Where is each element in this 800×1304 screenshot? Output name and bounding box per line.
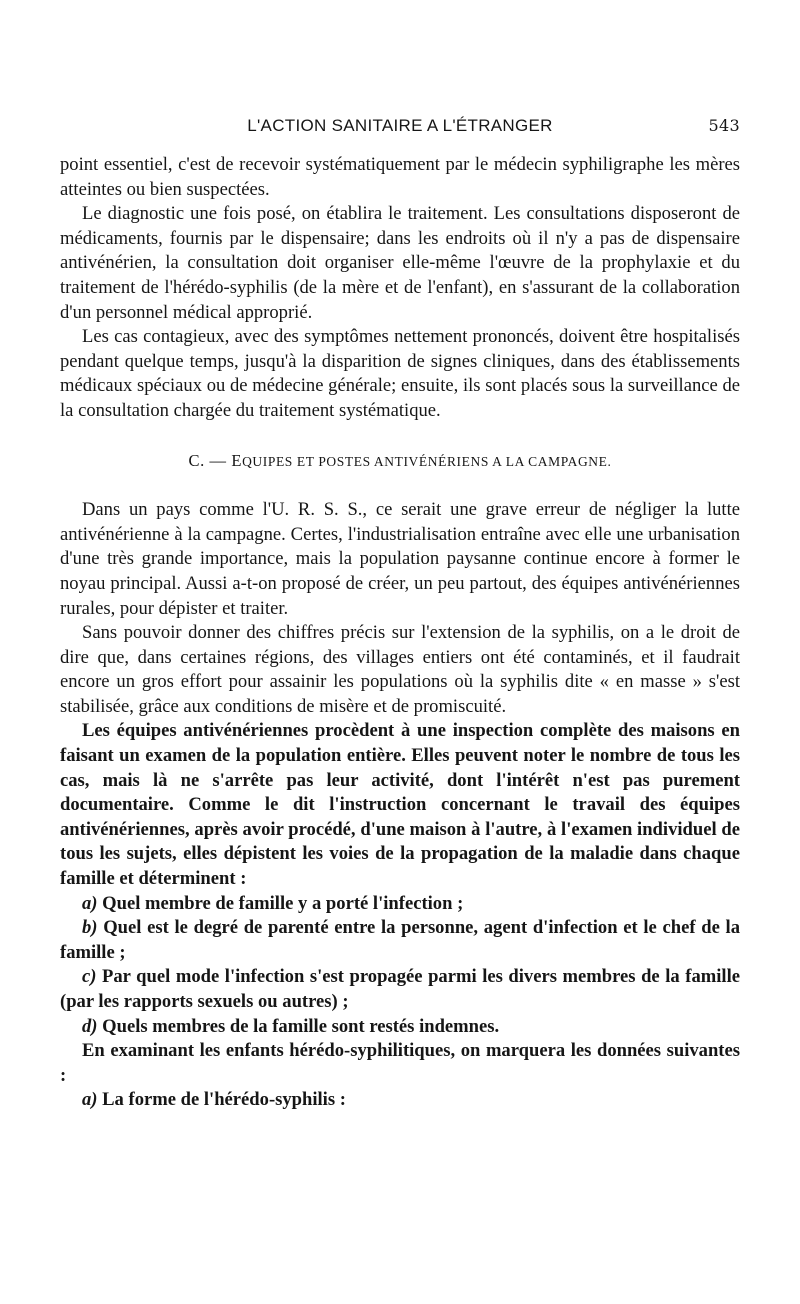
- list-item: [60, 1088, 740, 1113]
- running-header: [60, 116, 740, 140]
- section-title: QUIPES ET POSTES ANTIVÉNÉRIENS A LA CAMPAGNE.: [242, 453, 612, 469]
- running-title: L'ACTION SANITAIRE A L'ÉTRANGER: [247, 116, 553, 135]
- list-item-text: Quel membre de famille y a porté l'infection ;: [102, 892, 464, 914]
- list-item: [60, 892, 740, 917]
- list-marker: b): [82, 917, 98, 939]
- paragraph: Les équipes antivénériennes procèdent à une inspection complète des maisons en faisant un examen de la population entière. Elles peuvent noter le nombre de tous les cas, mais là ne s'arrête pas leur activité, dont l'intérêt n'est pas purement documentaire. Comme le dit l'instruction concernant le travail des équipes antivénériennes, après avoir procédé, d'une maison à l'autre, à l'examen individuel de tous les sujets, elles dépistent les voies de la propagation de la maladie dans chaque famille et déterminent :: [60, 720, 740, 890]
- page-number: 543: [708, 116, 740, 135]
- section-letter: C. — E: [188, 450, 243, 470]
- paragraph: Les cas contagieux, avec des symptômes nettement prononcés, doivent être hospitalisés pendant quelque temps, jusqu'à la disparition de signes cliniques, dans des établissements médicaux spéciaux ou de médecine générale; ensuite, ils sont placés sous la surveillance de la consultation chargée du traitement systématique.: [60, 326, 740, 421]
- list-marker: c): [82, 966, 97, 988]
- list-item-text: Quels membres de la famille sont restés indemnes.: [102, 1015, 500, 1037]
- list-item: [60, 916, 740, 965]
- list-item-text: La forme de l'hérédo-syphilis :: [102, 1089, 346, 1111]
- page-body: [60, 153, 740, 1113]
- paragraph: point essentiel, c'est de recevoir systématiquement par le médecin syphiligraphe les mères atteintes ou bien suspectées.: [60, 154, 740, 200]
- list-item-text: Quel est le degré de parenté entre la personne, agent d'infection et le chef de la famille ;: [60, 917, 740, 963]
- list-marker: a): [82, 1089, 98, 1111]
- list-item-text: Par quel mode l'infection s'est propagée parmi les divers membres de la famille (par les rapports sexuels ou autres) ;: [60, 966, 740, 1012]
- paragraph: Dans un pays comme l'U. R. S. S., ce serait une grave erreur de négliger la lutte antivénérienne à la campagne. Certes, l'industrialisation entraîne avec elle une urbanisation d'une très grande importance, mais la population paysanne continue encore à former le noyau principal. Aussi a-t-on proposé de créer, un peu partout, des équipes antivénériennes rurales, pour dépister et traiter.: [60, 499, 740, 619]
- list-marker: d): [82, 1015, 98, 1037]
- paragraph: En examinant les enfants hérédo-syphilitiques, on marquera les données suivantes :: [60, 1040, 740, 1086]
- list-marker: a): [82, 892, 98, 914]
- paragraph: Sans pouvoir donner des chiffres précis sur l'extension de la syphilis, on a le droit de dire que, dans certaines régions, des villages entiers ont été contaminés, et il faudrait encore un gros effort pour assainir les populations où la syphilis dite « en masse » s'est stabilisée, grâce aux conditions de misère et de promiscuité.: [60, 622, 740, 717]
- list-item: [60, 1015, 740, 1040]
- paragraph: Le diagnostic une fois posé, on établira le traitement. Les consultations disposeront de médicaments, fournis par le dispensaire; dans les endroits où il n'y a pas de dispensaire antivénérien, la consultation doit organiser elle-même l'œuvre de la prophylaxie et du traitement de l'hérédo-syphilis (de la mère et de l'enfant), en s'assurant de la collaboration d'un personnel médical approprié.: [60, 203, 740, 323]
- section-heading: [60, 449, 740, 475]
- list-item: [60, 965, 740, 1014]
